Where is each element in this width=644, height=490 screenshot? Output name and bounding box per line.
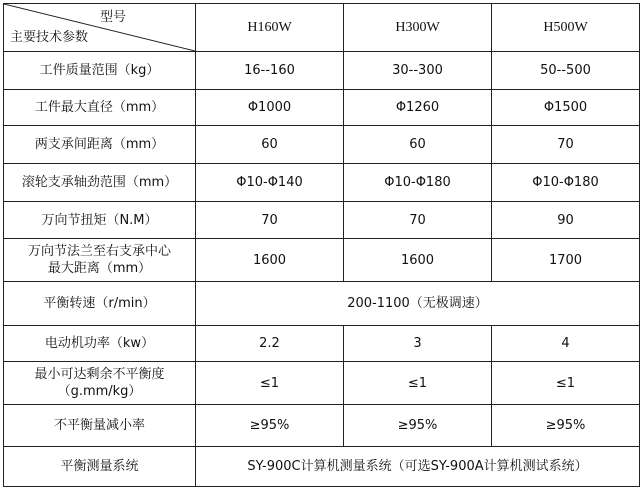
table-row [4, 52, 640, 90]
row-value: Φ1500 [492, 90, 640, 126]
row-value: 70 [196, 202, 344, 239]
row-value: 70 [492, 126, 640, 164]
row-label: 工件最大直径（mm） [4, 90, 196, 126]
table-row [4, 164, 640, 202]
row-value: 70 [344, 202, 492, 239]
row-label: 不平衡量减小率 [4, 405, 196, 447]
row-value: 1700 [492, 239, 640, 282]
table-row [4, 282, 640, 326]
row-value: ≥95% [196, 405, 344, 447]
header-row [4, 4, 640, 52]
table-row [4, 90, 640, 126]
row-label-line2: 最大距离（mm） [47, 261, 152, 276]
row-label: 电动机功率（kw） [4, 326, 196, 362]
row-value: 90 [492, 202, 640, 239]
table-row [4, 405, 640, 447]
row-value: 4 [492, 326, 640, 362]
balance-speed-label: 平衡转速（r/min） [4, 282, 196, 326]
corner-cell [4, 4, 196, 52]
row-value: Φ10-Φ180 [344, 164, 492, 202]
table-row [4, 362, 640, 405]
row-value: 3 [344, 326, 492, 362]
row-value: 60 [196, 126, 344, 164]
row-value: 1600 [196, 239, 344, 282]
row-value: ≤1 [196, 362, 344, 405]
row-value: 2.2 [196, 326, 344, 362]
table-row [4, 239, 640, 282]
row-value: 16--160 [196, 52, 344, 90]
row-label: 万向节扭矩（N.M） [4, 202, 196, 239]
model-h160w: H160W [196, 4, 344, 52]
corner-params-label: 主要技术参数 [10, 30, 89, 45]
measure-system-value: SY-900C计算机测量系统（可选SY-900A计算机测试系统） [196, 447, 640, 487]
row-value: 50--500 [492, 52, 640, 90]
table-row [4, 126, 640, 164]
measure-system-label: 平衡测量系统 [4, 447, 196, 487]
row-label: 两支承间距离（mm） [4, 126, 196, 164]
row-label-line1: 最小可达剩余不平衡度 [34, 367, 165, 382]
row-label-line2: （g.mm/kg） [57, 384, 142, 399]
row-label-line1: 万向节法兰至右支承中心 [27, 244, 171, 259]
model-h300w: H300W [344, 4, 492, 52]
row-value: 1600 [344, 239, 492, 282]
row-value: Φ10-Φ140 [196, 164, 344, 202]
row-value: Φ1260 [344, 90, 492, 126]
row-value: 30--300 [344, 52, 492, 90]
row-label [4, 239, 196, 282]
row-value: 60 [344, 126, 492, 164]
table-row [4, 326, 640, 362]
balance-speed-value: 200-1100（无极调速） [196, 282, 640, 326]
row-value: Φ1000 [196, 90, 344, 126]
row-label: 滚轮支承轴劲范围（mm） [4, 164, 196, 202]
row-value: ≤1 [492, 362, 640, 405]
model-h500w: H500W [492, 4, 640, 52]
table-row [4, 447, 640, 487]
row-value: ≥95% [492, 405, 640, 447]
row-label: 工件质量范围（kg） [4, 52, 196, 90]
corner-model-label: 型号 [100, 10, 127, 25]
table-row [4, 202, 640, 239]
row-value: ≥95% [344, 405, 492, 447]
row-value: ≤1 [344, 362, 492, 405]
spec-table [3, 3, 640, 487]
row-label [4, 362, 196, 405]
row-value: Φ10-Φ180 [492, 164, 640, 202]
